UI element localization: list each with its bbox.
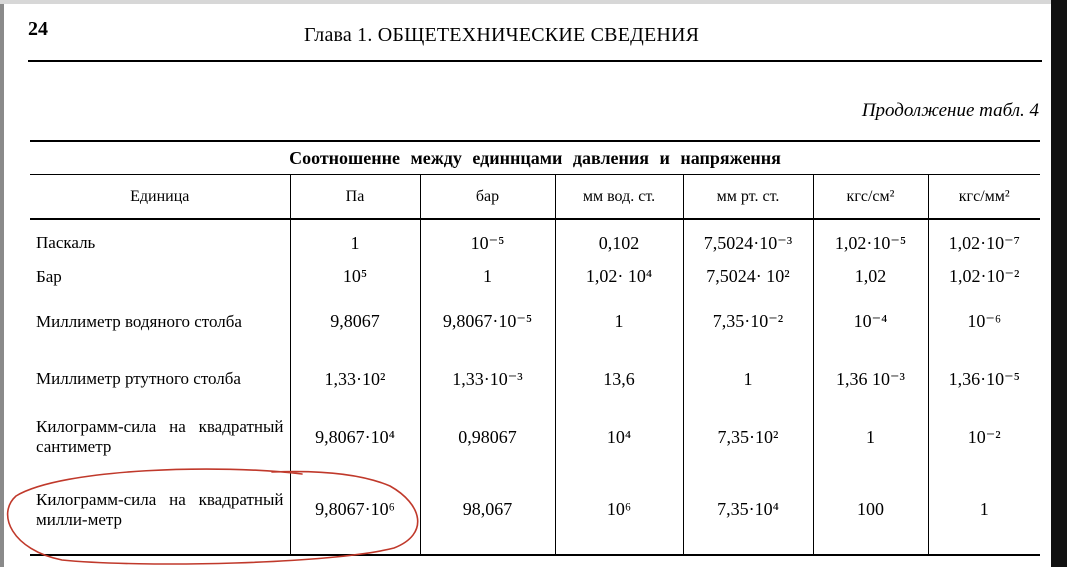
table-cell: 98,067 xyxy=(420,466,555,555)
table-cell: 10⁻⁵ xyxy=(420,219,555,260)
table-row xyxy=(30,219,1040,260)
row-unit-name: Бар xyxy=(36,266,62,286)
table-cell: 1 xyxy=(928,466,1040,555)
table-cell: 10⁻⁶ xyxy=(928,293,1040,351)
table-row xyxy=(30,408,1040,466)
table-row xyxy=(30,260,1040,293)
table-cell: 10⁵ xyxy=(290,260,420,293)
table-row xyxy=(30,466,1040,555)
table-cell: 1,02·10⁻⁵ xyxy=(813,219,928,260)
table-cell: 1 xyxy=(290,219,420,260)
table-continuation-label: Продолжение табл. 4 xyxy=(861,100,1039,121)
row-unit-name: Миллиметр водяного столба xyxy=(36,311,242,331)
table-cell: 0,98067 xyxy=(420,408,555,466)
table-cell: 13,6 xyxy=(555,351,683,409)
header-rule xyxy=(28,60,1042,62)
table-cell: 7,35·10⁴ xyxy=(683,466,813,555)
table-cell: 9,8067·10⁶ xyxy=(290,466,420,555)
table-cell: 1 xyxy=(813,408,928,466)
table-cell: 1,36·10⁻⁵ xyxy=(928,351,1040,409)
table-cell: 100 xyxy=(813,466,928,555)
table-cell: 7,35·10² xyxy=(683,408,813,466)
row-unit-name: Миллиметр ртутного столба xyxy=(36,369,241,389)
column-header-pa: Па xyxy=(290,175,420,220)
table-row xyxy=(30,293,1040,351)
window-right-edge xyxy=(1051,0,1067,567)
table-cell: 1 xyxy=(420,260,555,293)
chapter-header: Глава 1. ОБЩЕТЕХНИЧЕСКИЕ СВЕДЕНИЯ xyxy=(304,24,700,46)
table-cell: 10⁶ xyxy=(555,466,683,555)
table-cell: 7,5024·10⁻³ xyxy=(683,219,813,260)
table-cell: 0,102 xyxy=(555,219,683,260)
table-cell: 7,35·10⁻² xyxy=(683,293,813,351)
column-header-kgf-mm2: кгс/мм² xyxy=(928,175,1040,220)
row-unit-name: Килограмм-сила на квадратный милли-метр xyxy=(30,466,290,555)
table-cell: 1,02·10⁻² xyxy=(928,260,1040,293)
table-row xyxy=(30,351,1040,409)
table-cell: 1,36 10⁻³ xyxy=(813,351,928,409)
table-cell: 10⁻² xyxy=(928,408,1040,466)
column-header-kgf-cm2: кгс/см² xyxy=(813,175,928,220)
table-title: Соотношенне между единнцами давления и напряження xyxy=(30,141,1040,175)
document-page xyxy=(4,4,1051,567)
table-cell: 1,02 xyxy=(813,260,928,293)
table-cell: 1,02·10⁻⁷ xyxy=(928,219,1040,260)
table-cell: 7,5024· 10² xyxy=(683,260,813,293)
row-unit-name: Килограмм-сила на квадратный сантиметр xyxy=(36,417,284,457)
page-number: 24 xyxy=(28,18,48,40)
table-cell: 9,8067 xyxy=(290,293,420,351)
table-cell: 1 xyxy=(683,351,813,409)
column-header-bar: бар xyxy=(420,175,555,220)
table-cell: 10⁻⁴ xyxy=(813,293,928,351)
table-cell: 1,33·10⁻³ xyxy=(420,351,555,409)
table-cell: 9,8067·10⁴ xyxy=(290,408,420,466)
row-unit-name: Паскаль xyxy=(36,233,96,253)
column-header-mm-hg: мм рт. ст. xyxy=(683,175,813,220)
table-cell: 1,33·10² xyxy=(290,351,420,409)
table-cell: 1 xyxy=(555,293,683,351)
table-cell: 9,8067·10⁻⁵ xyxy=(420,293,555,351)
pressure-units-table xyxy=(30,140,1040,556)
column-header-mm-water: мм вод. ст. xyxy=(555,175,683,220)
column-header-unit: Единица xyxy=(30,175,290,220)
table-cell: 1,02· 10⁴ xyxy=(555,260,683,293)
table-cell: 10⁴ xyxy=(555,408,683,466)
